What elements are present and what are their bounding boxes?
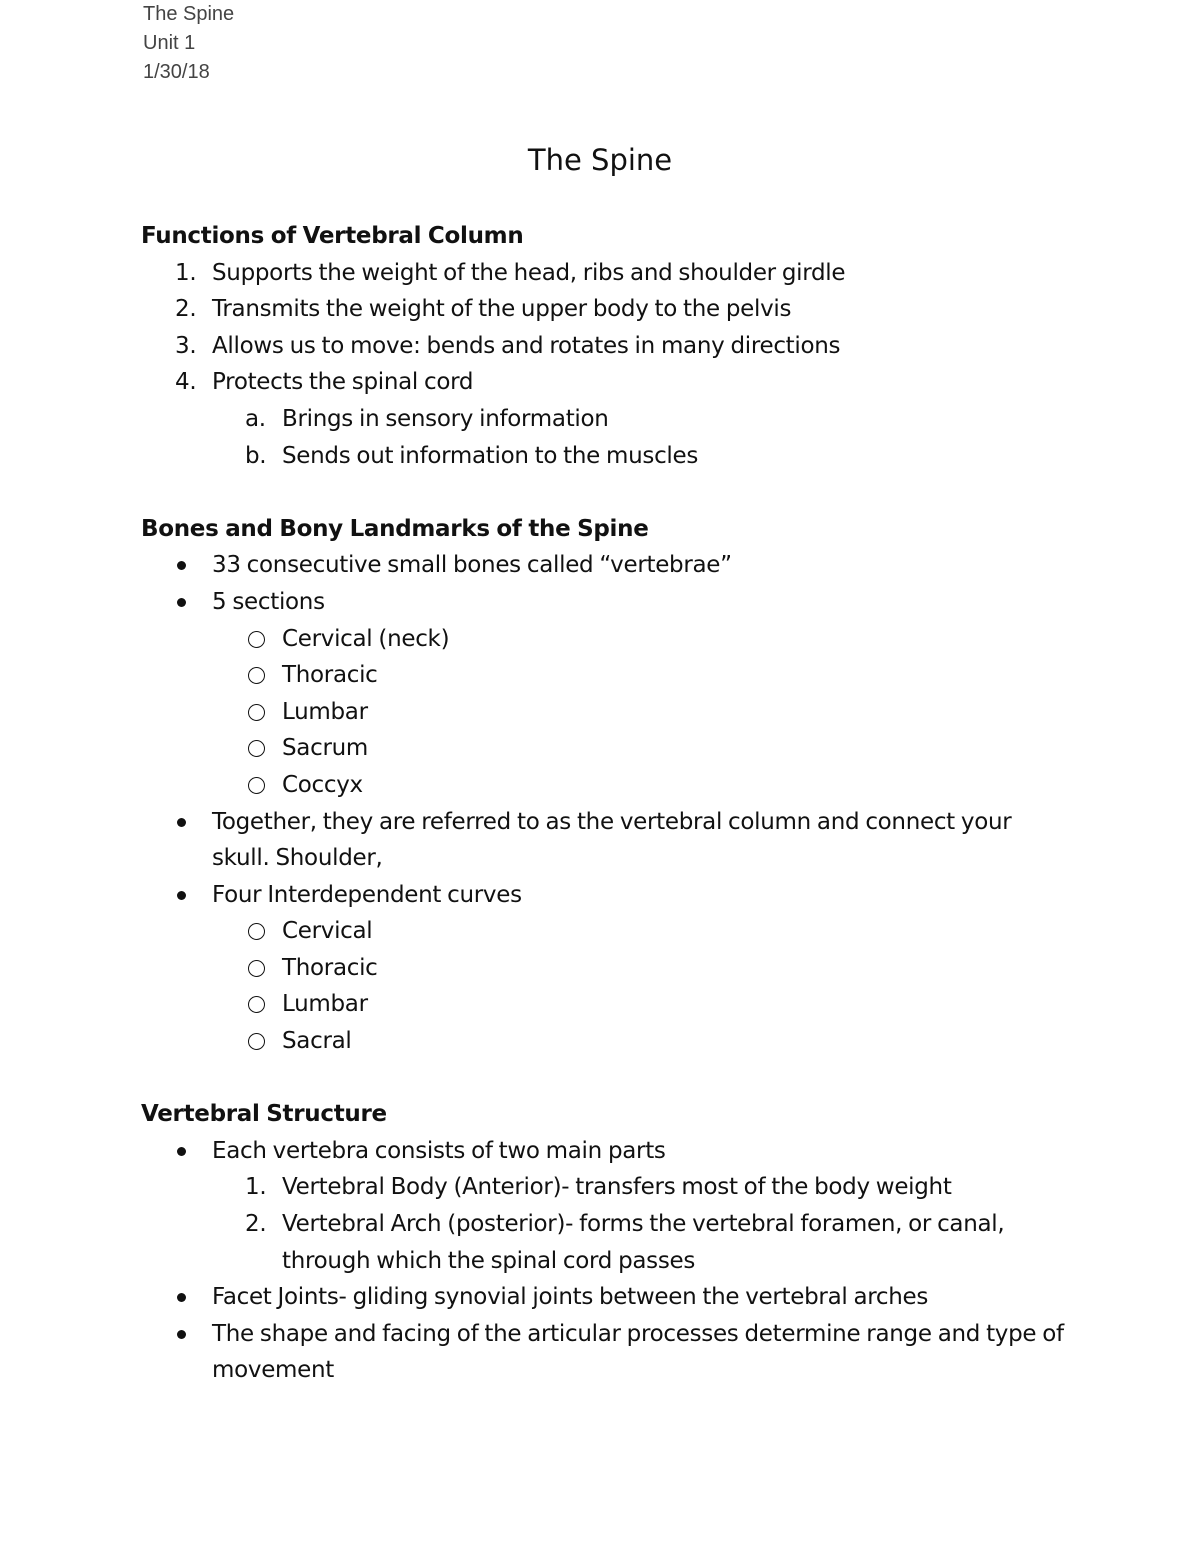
sub-bullet-item [141, 913, 1071, 950]
bullet-circle-icon [248, 704, 265, 721]
sub-bullet-item [141, 621, 1071, 658]
section-heading: Vertebral Structure [141, 1101, 387, 1128]
document-header [143, 0, 234, 87]
list-item-text: Vertebral Body (Anterior)- transfers most of the body weight [282, 1174, 952, 1201]
bullet-circle-icon [248, 631, 265, 648]
list-item-text: Cervical (neck) [282, 625, 450, 652]
document-body [141, 218, 1071, 1389]
header-unit: Unit 1 [143, 32, 196, 54]
bullet-dot-icon [177, 891, 186, 900]
list-item-text: Allows us to move: bends and rotates in many directions [212, 332, 841, 359]
sub-bullet-item [141, 1023, 1071, 1060]
list-item-text: Supports the weight of the head, ribs and shoulder girdle [212, 259, 846, 286]
bullet-circle-icon [248, 740, 265, 757]
list-number: 2. [245, 1211, 267, 1238]
bullet-circle-icon [248, 777, 265, 794]
list-item-text: Sacrum [282, 735, 368, 762]
bullet-item [141, 804, 1071, 877]
bullet-dot-icon [177, 1330, 186, 1339]
list-number: 1. [245, 1174, 267, 1201]
numbered-subitem [141, 1169, 1071, 1206]
list-item-text: Four Interdependent curves [212, 881, 522, 908]
lettered-subitem [141, 438, 1071, 475]
page-title: The Spine [527, 143, 673, 177]
list-item-text: Lumbar [282, 698, 368, 725]
bullet-circle-icon [248, 667, 265, 684]
numbered-subitem [141, 1206, 1071, 1279]
list-item-text: Sacral [282, 1028, 352, 1055]
bullet-dot-icon [177, 561, 186, 570]
list-item-text: 5 sections [212, 588, 325, 615]
bullet-dot-icon [177, 1147, 186, 1156]
list-item-text: Thoracic [282, 954, 378, 981]
sub-bullet-item [141, 694, 1071, 731]
list-item-text: Cervical [282, 918, 373, 945]
list-item-text: 33 consecutive small bones called “vertebrae” [212, 552, 732, 579]
section-heading: Functions of Vertebral Column [141, 223, 524, 249]
list-number: 2. [175, 296, 197, 323]
header-title: The Spine [143, 3, 235, 25]
sub-bullet-item [141, 730, 1071, 767]
list-item-text: Lumbar [282, 991, 368, 1018]
list-item-text: Protects the spinal cord [212, 369, 474, 396]
bullet-dot-icon [177, 818, 186, 827]
bullet-circle-icon [248, 1033, 265, 1050]
list-item-text: Coccyx [282, 771, 363, 798]
list-number: 1. [175, 259, 197, 286]
section-functions [141, 218, 1071, 474]
list-letter: a. [245, 405, 266, 432]
bullet-circle-icon [248, 923, 265, 940]
bullet-circle-icon [248, 960, 265, 977]
list-item-text: Together, they are referred to as the vertebral column and connect your skull. Shoulder, [212, 808, 1012, 872]
bullet-item [141, 1316, 1071, 1389]
list-item-text: Transmits the weight of the upper body to the pelvis [212, 296, 792, 323]
bullet-circle-icon [248, 996, 265, 1013]
list-item-text: The shape and facing of the articular processes determine range and type of movement [212, 1320, 1064, 1384]
section-structure [141, 1096, 1071, 1389]
bullet-item [141, 584, 1071, 621]
list-item-text: Each vertebra consists of two main parts [212, 1137, 666, 1164]
list-item-text: Vertebral Arch (posterior)- forms the vertebral foramen, or canal, through which the spinal cord passes [282, 1211, 1005, 1274]
sub-bullet-item [141, 657, 1071, 694]
bullet-dot-icon [177, 598, 186, 607]
bullet-dot-icon [177, 1293, 186, 1302]
numbered-item [141, 364, 1071, 401]
list-item-text: Sends out information to the muscles [282, 442, 699, 469]
list-number: 3. [175, 332, 197, 359]
section-bones [141, 511, 1071, 1060]
header-date: 1/30/18 [143, 61, 210, 83]
sub-bullet-item [141, 950, 1071, 987]
bullet-item [141, 547, 1071, 584]
numbered-item [141, 328, 1071, 365]
list-item-text: Facet Joints- gliding synovial joints between the vertebral arches [212, 1284, 929, 1311]
list-item-text: Thoracic [282, 662, 378, 689]
list-number: 4. [175, 369, 197, 396]
sub-bullet-item [141, 986, 1071, 1023]
numbered-item [141, 291, 1071, 328]
bullet-item [141, 1133, 1071, 1170]
bullet-item [141, 1279, 1071, 1316]
section-heading: Bones and Bony Landmarks of the Spine [141, 515, 649, 542]
list-letter: b. [245, 442, 267, 469]
sub-bullet-item [141, 767, 1071, 804]
numbered-item [141, 255, 1071, 292]
lettered-subitem [141, 401, 1071, 438]
list-item-text: Brings in sensory information [282, 405, 609, 432]
bullet-item [141, 877, 1071, 914]
